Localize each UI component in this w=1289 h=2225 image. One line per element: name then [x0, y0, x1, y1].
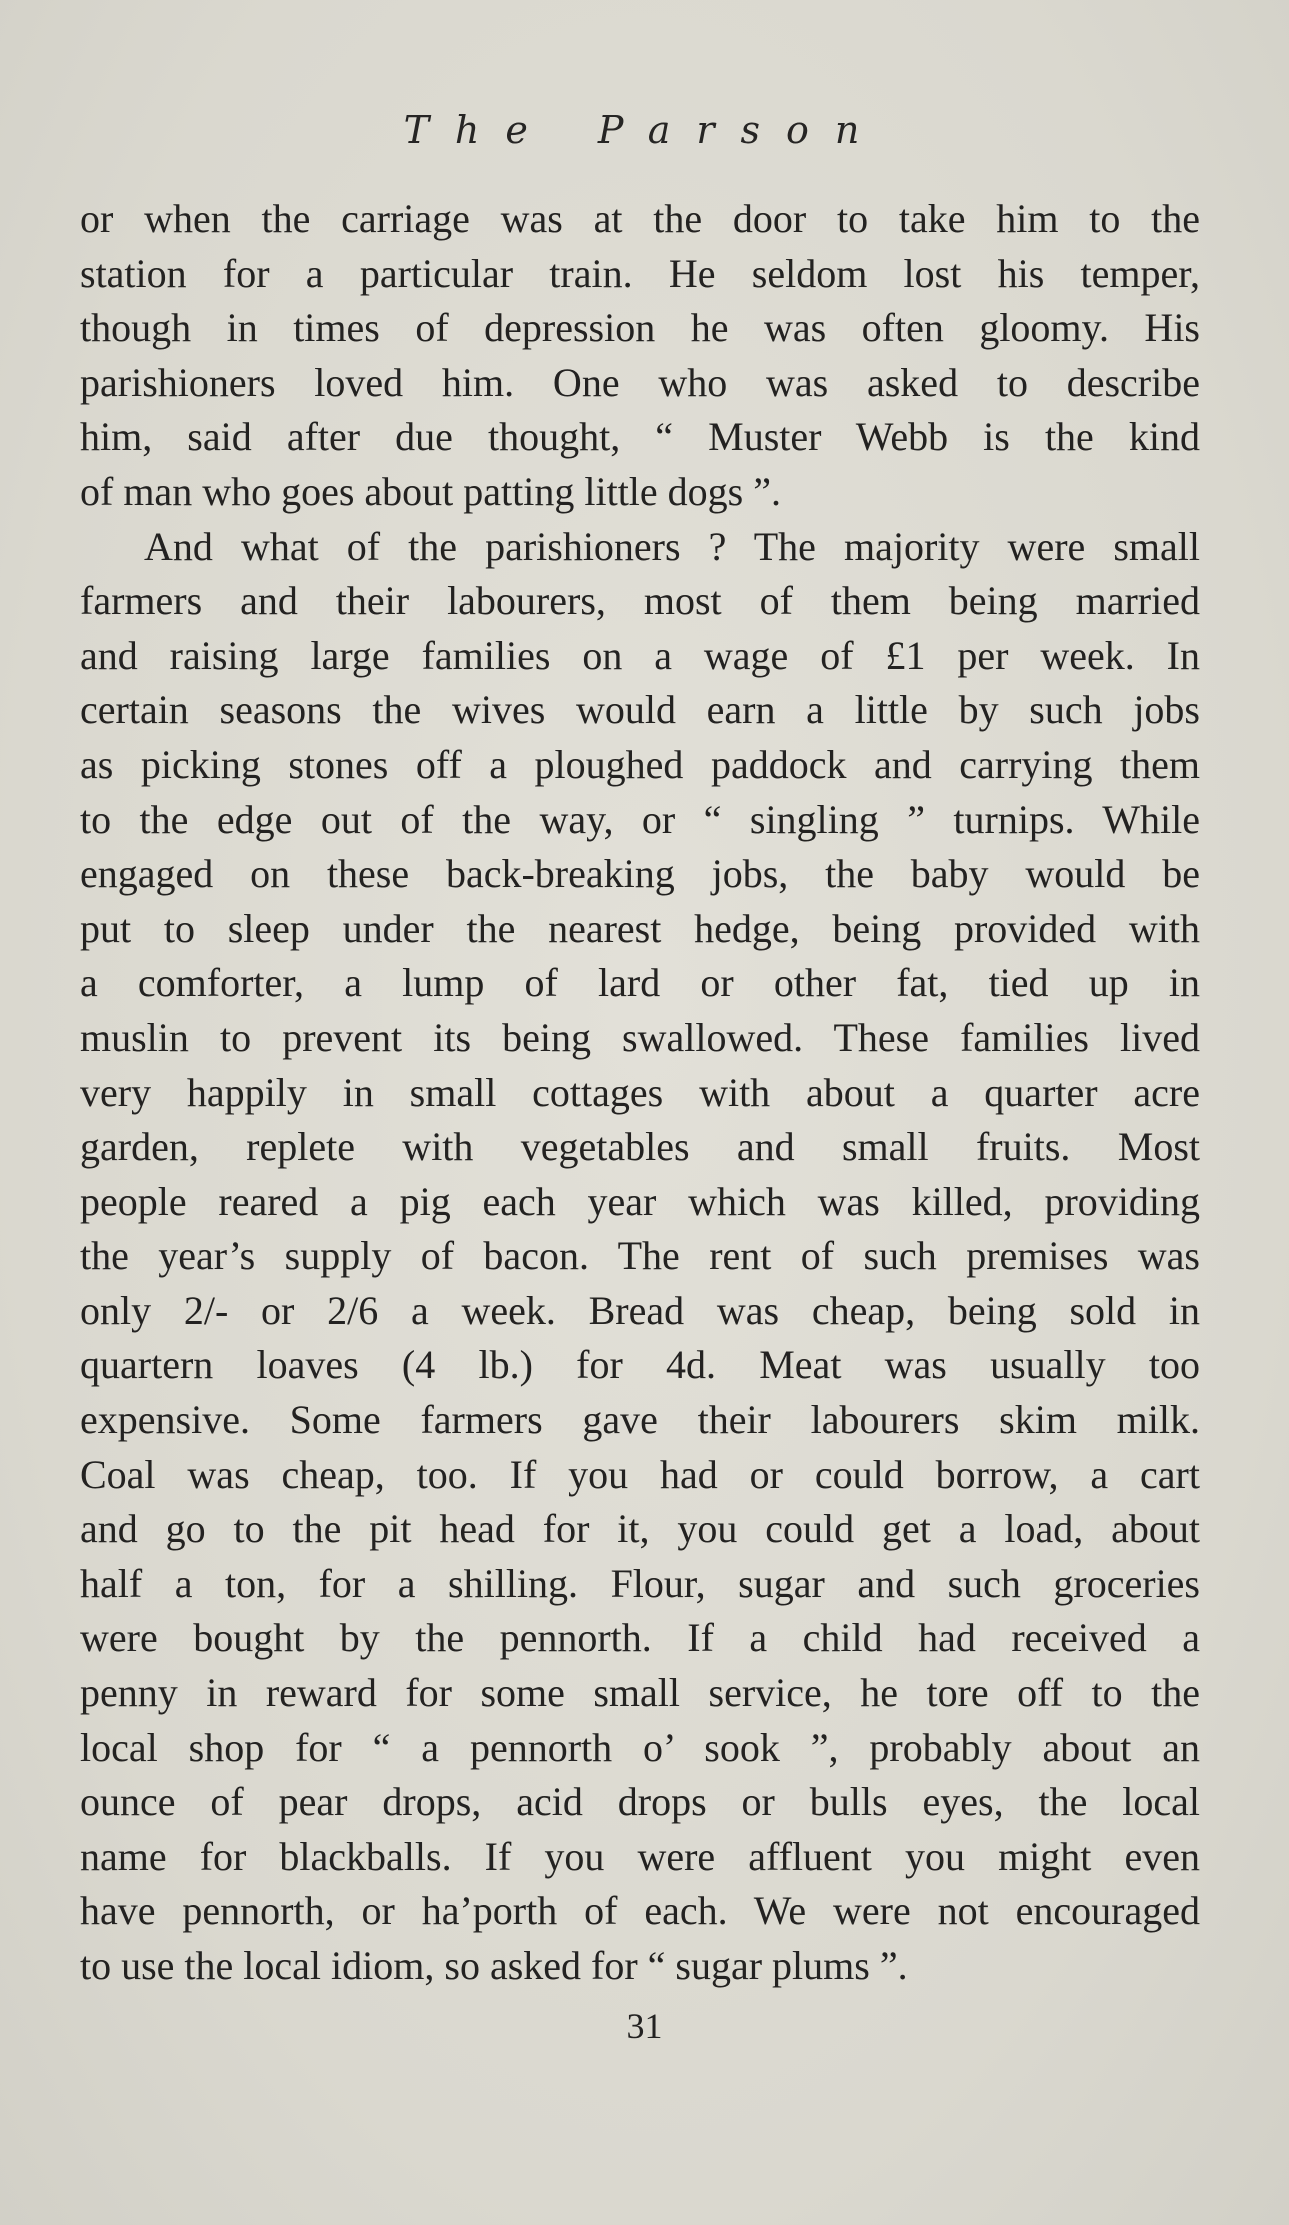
text-line: have pennorth, or ha’porth of each. We were not encouraged [80, 1888, 1200, 1934]
text-line: Coal was cheap, too. If you had or could borrow, a cart [80, 1451, 1200, 1497]
text-line: to the edge out of the way, or “ singling ” turnips. While [80, 796, 1200, 842]
text-line: or when the carriage was at the door to take him to the [80, 196, 1200, 241]
text-line: though in times of depression he was often gloomy. His [80, 305, 1200, 351]
text-line: quartern loaves (4 lb.) for 4d. Meat was usually too [80, 1342, 1200, 1388]
text-line: name for blackballs. If you were affluent you might even [80, 1833, 1200, 1879]
text-line: parishioners loved him. One who was asked to describe [80, 359, 1200, 405]
text-line: engaged on these back-breaking jobs, the baby would be [80, 851, 1200, 897]
text-line: And what of the parishioners ? The majority were small [144, 523, 1200, 569]
text-line: of man who goes about patting little dogs ”. [80, 468, 781, 514]
text-line: farmers and their labourers, most of them being married [80, 578, 1200, 624]
running-head-word-2: Parson [597, 108, 886, 152]
text-line: him, said after due thought, “ Muster Webb is the kind [80, 414, 1200, 460]
text-line: certain seasons the wives would earn a little by such jobs [80, 687, 1200, 733]
text-line: the year’s supply of bacon. The rent of such premises was [80, 1233, 1200, 1279]
text-line: a comforter, a lump of lard or other fat, tied up in [80, 960, 1200, 1006]
text-line: expensive. Some farmers gave their labourers skim milk. [80, 1397, 1200, 1443]
running-head [0, 108, 1289, 152]
text-line: people reared a pig each year which was killed, providing [80, 1178, 1200, 1224]
running-head-word-1: The [403, 108, 554, 152]
text-line: garden, replete with vegetables and small fruits. Most [80, 1124, 1200, 1170]
text-line: muslin to prevent its being swallowed. These families lived [80, 1014, 1200, 1060]
paragraph-2 [80, 520, 1200, 1994]
text-line: very happily in small cottages with about a quarter acre [80, 1069, 1200, 1115]
text-line: were bought by the pennorth. If a child had received a [80, 1615, 1200, 1661]
text-line: to use the local idiom, so asked for “ sugar plums ”. [80, 1943, 908, 1988]
text-line: put to sleep under the nearest hedge, being provided with [80, 905, 1200, 951]
text-line: penny in reward for some small service, he tore off to the [80, 1670, 1200, 1716]
text-line: half a ton, for a shilling. Flour, sugar and such groceries [80, 1560, 1200, 1606]
text-line: and raising large families on a wage of £1 per week. In [80, 632, 1200, 678]
text-line: as picking stones off a ploughed paddock and carrying them [80, 741, 1200, 787]
body-text [80, 192, 1200, 1994]
paragraph-1 [80, 192, 1200, 520]
text-line: ounce of pear drops, acid drops or bulls eyes, the local [80, 1779, 1200, 1825]
text-line: and go to the pit head for it, you could get a load, about [80, 1506, 1200, 1552]
page-number: 31 [626, 2006, 663, 2046]
text-line: only 2/- or 2/6 a week. Bread was cheap, being sold in [80, 1287, 1200, 1333]
text-line: station for a particular train. He seldom lost his temper, [80, 250, 1200, 296]
text-line: local shop for “ a pennorth o’ sook ”, probably about an [80, 1724, 1200, 1770]
